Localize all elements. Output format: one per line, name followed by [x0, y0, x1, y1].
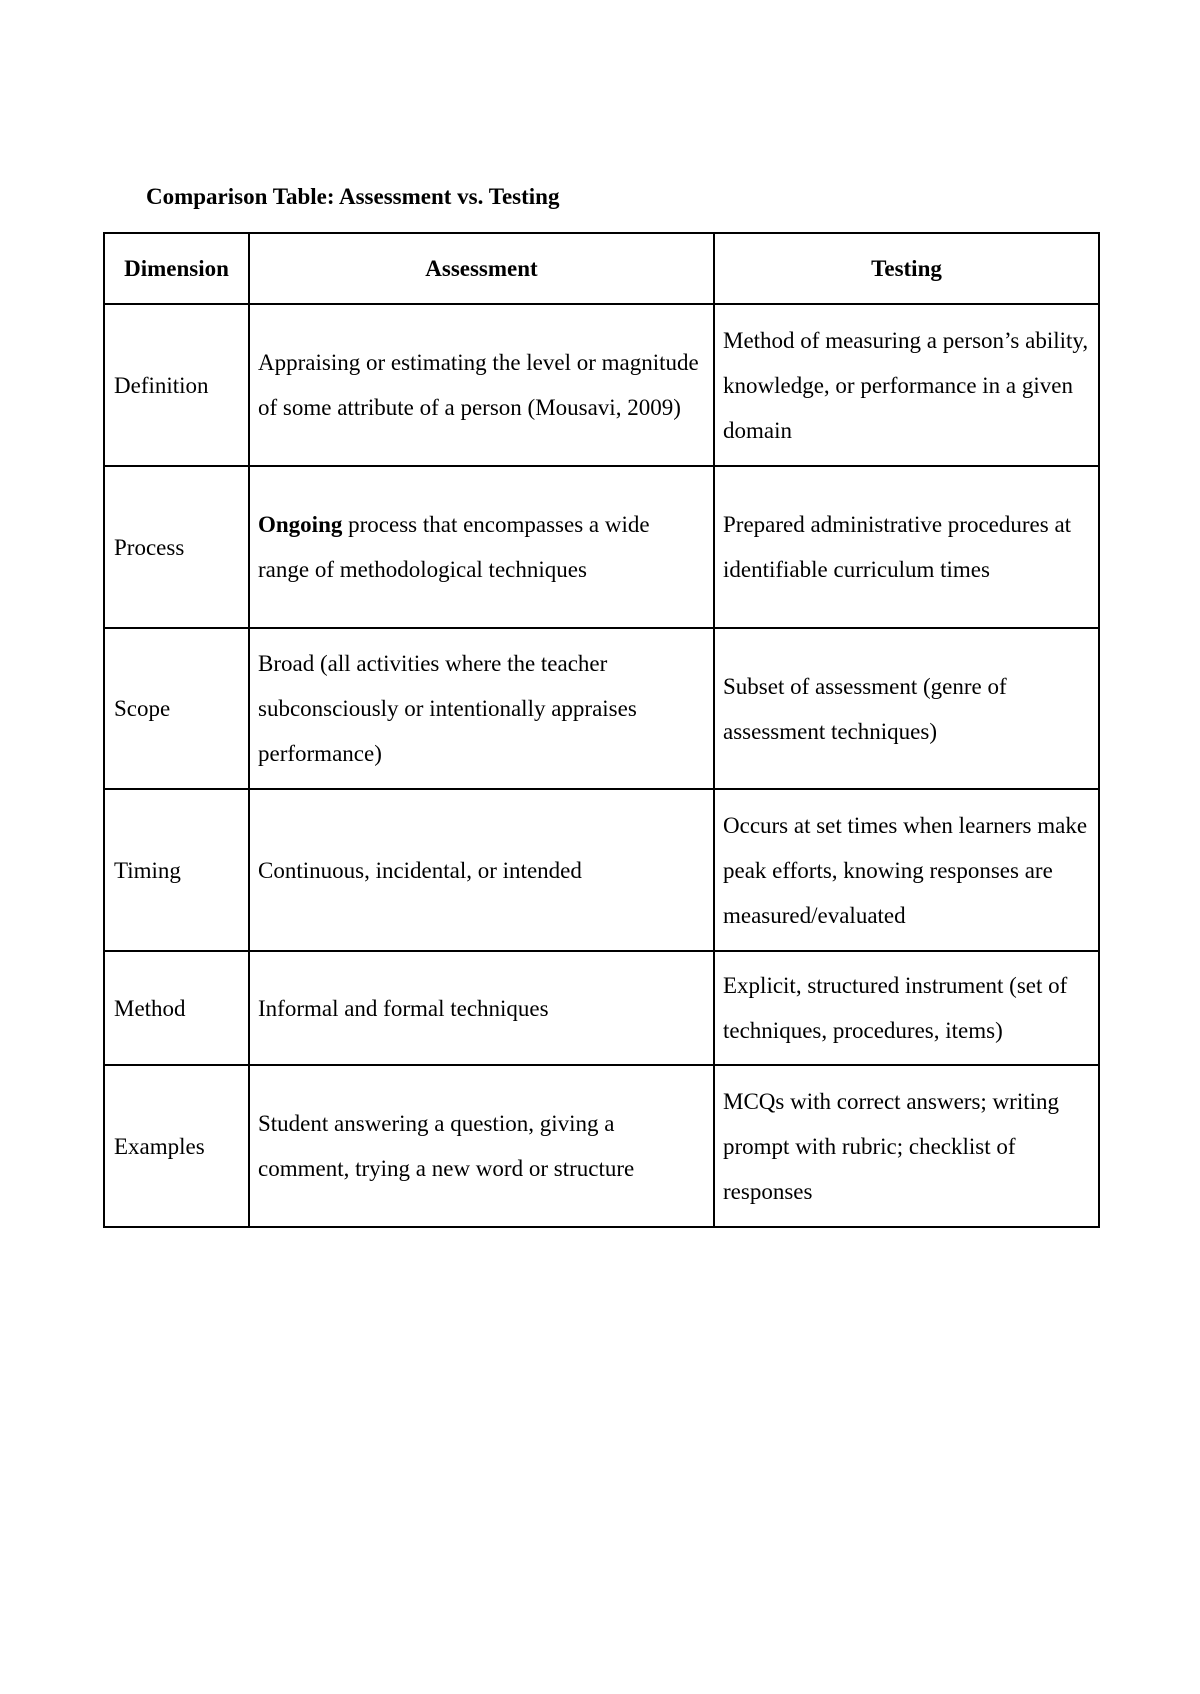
cell-assessment: Informal and formal techniques — [249, 951, 714, 1065]
table-row — [104, 1065, 1099, 1227]
cell-assessment — [249, 466, 714, 628]
cell-testing: Prepared administrative procedures at identifiable curriculum times — [714, 466, 1099, 628]
page-title: Comparison Table: Assessment vs. Testing — [146, 184, 560, 209]
cell-testing: Occurs at set times when learners make peak efforts, knowing responses are measured/evaluated — [714, 789, 1099, 951]
column-header-testing: Testing — [714, 233, 1099, 304]
cell-dimension: Method — [104, 951, 249, 1065]
comparison-table — [103, 232, 1100, 1228]
cell-dimension: Timing — [104, 789, 249, 951]
cell-testing: Method of measuring a person’s ability, knowledge, or performance in a given domain — [714, 304, 1099, 466]
cell-dimension: Definition — [104, 304, 249, 466]
cell-assessment: Student answering a question, giving a comment, trying a new word or structure — [249, 1065, 714, 1227]
table-row — [104, 466, 1099, 628]
column-header-dimension: Dimension — [104, 233, 249, 304]
table-row — [104, 628, 1099, 789]
emphasis-text: Ongoing — [258, 512, 343, 537]
cell-dimension: Examples — [104, 1065, 249, 1227]
column-header-assessment: Assessment — [249, 233, 714, 304]
table-row — [104, 951, 1099, 1065]
cell-assessment: Continuous, incidental, or intended — [249, 789, 714, 951]
cell-assessment: Broad (all activities where the teacher subconsciously or intentionally appraises performance) — [249, 628, 714, 789]
cell-assessment: Appraising or estimating the level or magnitude of some attribute of a person (Mousavi, 2009) — [249, 304, 714, 466]
cell-testing: MCQs with correct answers; writing prompt with rubric; checklist of responses — [714, 1065, 1099, 1227]
table-row — [104, 789, 1099, 951]
cell-dimension: Process — [104, 466, 249, 628]
cell-testing: Subset of assessment (genre of assessment techniques) — [714, 628, 1099, 789]
cell-testing: Explicit, structured instrument (set of techniques, procedures, items) — [714, 951, 1099, 1065]
table-row — [104, 304, 1099, 466]
cell-assessment-text: process that encompasses a wide range of methodological techniques — [258, 512, 650, 582]
cell-dimension: Scope — [104, 628, 249, 789]
table-header-row — [104, 233, 1099, 304]
